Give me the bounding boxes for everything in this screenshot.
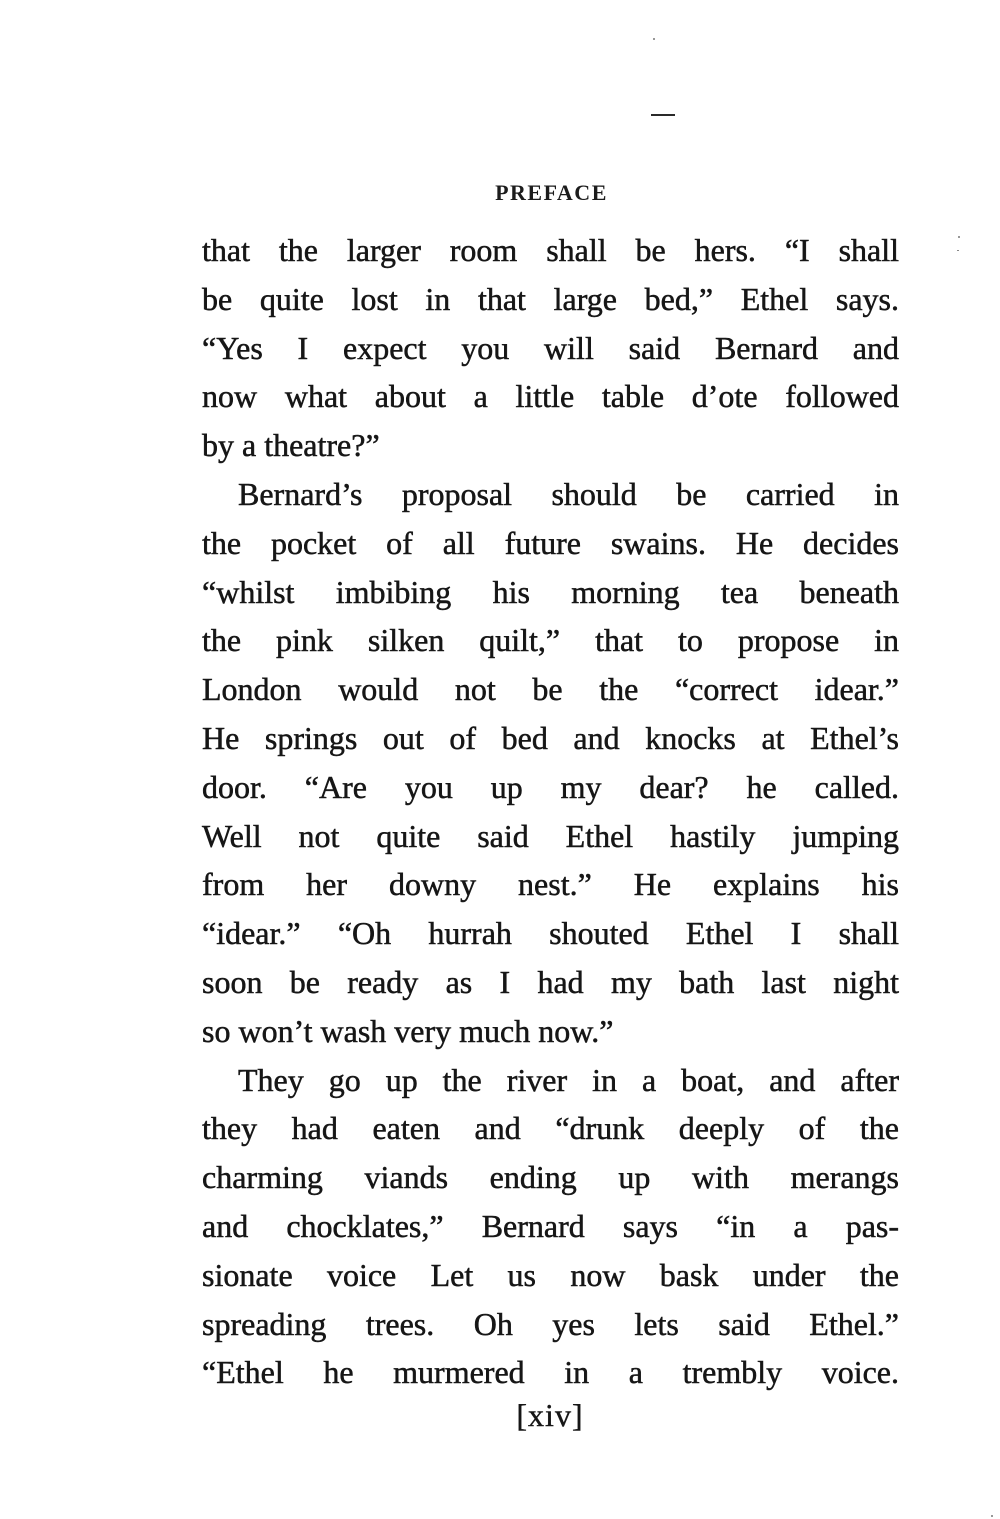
text-line: the pink silken quilt,” that to propose in bbox=[202, 622, 899, 659]
text-line: He springs out of bed and knocks at Ethel’s bbox=[202, 719, 899, 756]
text-line: by a theatre?” bbox=[202, 427, 380, 464]
text-line: Bernard’s proposal should be carried in bbox=[238, 475, 899, 512]
text-line: Well not quite said Ethel hastily jumping bbox=[202, 817, 899, 854]
text-line: they had eaten and “drunk deeply of the bbox=[202, 1110, 899, 1147]
page-speck bbox=[957, 250, 959, 251]
text-line: soon be ready as I had my bath last night bbox=[202, 963, 899, 1000]
page-number: [xiv] bbox=[516, 1397, 584, 1433]
text-line: London would not be the “correct idear.” bbox=[202, 671, 899, 708]
text-line: that the larger room shall be hers. “I shall bbox=[202, 232, 899, 268]
page-speck bbox=[991, 1515, 993, 1517]
page-speck bbox=[653, 38, 655, 40]
text-line: “whilst imbibing his morning tea beneath bbox=[202, 573, 899, 610]
text-line: so won’t wash very much now.” bbox=[202, 1012, 614, 1049]
text-line: They go up the river in a boat, and after bbox=[238, 1061, 899, 1098]
text-line: be quite lost in that large bed,” Ethel says. bbox=[202, 280, 899, 317]
text-line: from her downy nest.” He explains his bbox=[202, 866, 899, 903]
text-line: spreading trees. Oh yes lets said Ethel.” bbox=[202, 1305, 899, 1342]
text-line: and chocklates,” Bernard says “in a pas- bbox=[202, 1207, 899, 1244]
printer-dash-mark bbox=[651, 114, 675, 116]
text-line: the pocket of all future swains. He decides bbox=[202, 524, 899, 561]
text-line: “Yes I expect you will said Bernard and bbox=[202, 329, 899, 366]
text-line: “idear.” “Oh hurrah shouted Ethel I shall bbox=[202, 915, 899, 952]
text-line: sionate voice Let us now bask under the bbox=[202, 1256, 899, 1293]
page-speck bbox=[958, 236, 960, 238]
body-text bbox=[202, 226, 899, 1397]
text-line: charming viands ending up with merangs bbox=[202, 1159, 899, 1196]
text-line: now what about a little table d’ote followed bbox=[202, 378, 899, 415]
text-line: “Ethel he murmered in a trembly voice. bbox=[202, 1354, 899, 1391]
text-line: door. “Are you up my dear? he called. bbox=[202, 768, 899, 805]
running-head: PREFACE bbox=[495, 180, 608, 205]
